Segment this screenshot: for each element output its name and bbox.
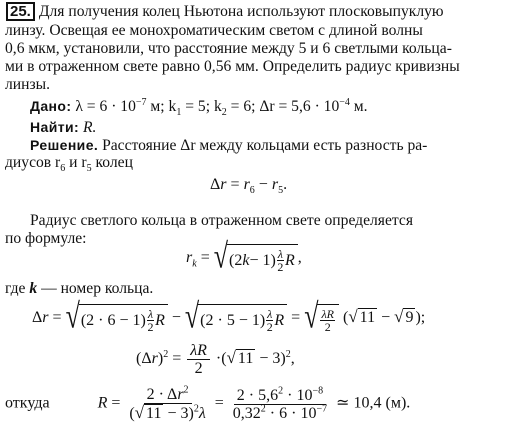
given-line xyxy=(30,96,368,119)
problem-text-1: Для получения колец Ньютона используют плосковыпуклую xyxy=(38,3,444,20)
solution-text-1: Расстояние Δr между кольцами есть разность ра- xyxy=(98,137,428,154)
problem-line-4: ми в отраженном свете равно 0,56 мм. Определить радиус кривизны xyxy=(5,58,460,75)
find-label: Найти: xyxy=(30,119,80,135)
text-k-ring-number: где k — номер кольца. xyxy=(5,280,154,297)
problem-number: 25. xyxy=(6,2,35,21)
text-radius-formula-2: по формуле: xyxy=(5,230,87,247)
equation-delta-r: $\Delta r = r_6 - r_5$. xyxy=(210,176,288,197)
text-radius-formula-1: Радиус светлого кольца в отраженном свете определяется xyxy=(30,212,413,229)
find-value: R. xyxy=(82,119,97,136)
given-label: Дано: xyxy=(30,98,72,114)
problem-line-2: линзу. Освещая ее монохроматическим светом с длиной волны xyxy=(5,22,423,39)
equation-delta-r-expanded: Δr = √ (2 · 6 − 1) λ 2 R − √ (2 · 5 − 1) λ 2 R = √ λR 2 ( √ 11 − √ 9 ); xyxy=(32,296,426,336)
result-value: ≃ 10,4 (м). xyxy=(336,394,411,412)
given-text: $\lambda = 6 \cdot 10^{-7}$ м; $k_1 = 5$; $k_2 = 6$; $\Delta r = 5,6 \cdot 10^{-4}$ м. xyxy=(75,96,368,119)
problem-line-5: линзы. xyxy=(5,76,51,93)
problem-line-1 xyxy=(6,2,444,21)
solution-label: Решение. xyxy=(30,137,99,153)
otkuda-label: откуда xyxy=(5,394,50,412)
find-line xyxy=(30,118,96,137)
equation-rk: $r_k$ = √ (2 k − 1) λ 2 R , xyxy=(186,236,302,276)
solution-line-1 xyxy=(30,136,427,155)
problem-line-3: 0,6 мкм, установили, что расстояние между 5 и 6 светлыми кольца- xyxy=(5,40,452,57)
solution-line-2: диусов $r_6$ и $r_5$ колец xyxy=(5,154,133,175)
equation-delta-r-squared: $(\Delta r)^2$ = $\frac{\lambda R}{2}$ ·( √ 11 − 3)$^2$, xyxy=(136,342,295,377)
equation-final-R: откуда R = $2 \cdot \Delta r^2$ ( √ 11 − 3)$^2$λ = $\frac{2 \cdot 5,6^2 \cdot 10^{-8}}{0,32^2 \cdot 6 \cdot 10^{-7}}$ ≃ 10,4 (м). xyxy=(5,384,411,422)
